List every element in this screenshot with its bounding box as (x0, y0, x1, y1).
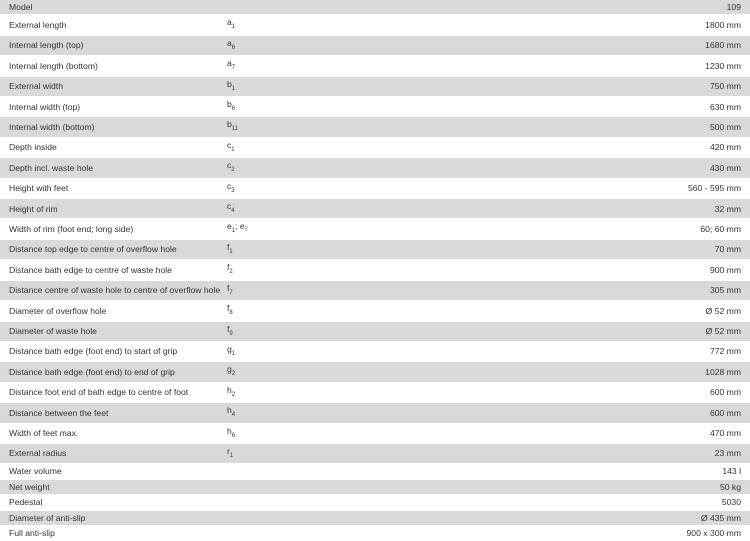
spec-symbol (227, 178, 527, 198)
spec-value: 1028 mm (527, 362, 750, 382)
spec-value: 109 (527, 0, 750, 15)
table-row (0, 479, 750, 494)
table-row (0, 423, 750, 443)
spec-symbol-subscript: 2 (231, 371, 236, 378)
spec-symbol-letter: h (227, 384, 232, 395)
spec-symbol-subscript: 1 (229, 452, 234, 459)
spec-label: Distance bath edge (foot end) to end of grip (0, 362, 227, 382)
spec-symbol-subscript: 8 (229, 310, 233, 317)
spec-symbol (227, 239, 527, 259)
spec-label: Net weight (0, 479, 227, 494)
spec-label: Model (0, 0, 227, 15)
spec-symbol-letter: a (227, 58, 232, 69)
spec-value: 470 mm (527, 423, 750, 443)
spec-value: 900 mm (527, 260, 750, 280)
spec-label: Pedestal (0, 495, 227, 510)
spec-symbol-subscript: 6 (231, 106, 236, 113)
spec-symbol-letter: a (227, 37, 232, 48)
table-row (0, 362, 750, 382)
spec-symbol-subscript: 1 (231, 85, 236, 92)
spec-value: 750 mm (527, 76, 750, 96)
spec-symbol-subscript: 1 (231, 228, 236, 235)
spec-symbol-subscript: 4 (231, 208, 235, 215)
spec-label: Height with feet (0, 178, 227, 198)
table-row (0, 280, 750, 300)
spec-label: Distance top edge to centre of overflow hole (0, 239, 227, 259)
spec-symbol (227, 199, 527, 219)
table-row (0, 403, 750, 423)
spec-symbol (227, 35, 527, 55)
spec-symbol-subscript: 2 (231, 167, 235, 174)
spec-label: External length (0, 15, 227, 35)
spec-value: 430 mm (527, 158, 750, 178)
table-row (0, 510, 750, 525)
table-row (0, 15, 750, 35)
table-row (0, 158, 750, 178)
table-row (0, 525, 750, 540)
spec-symbol-subscript: 3 (231, 187, 235, 194)
spec-symbol-subscript: 1 (231, 350, 236, 357)
spec-value: 772 mm (527, 341, 750, 361)
spec-symbol (227, 219, 527, 239)
table-row (0, 137, 750, 157)
spec-symbol (227, 341, 527, 361)
spec-label: Internal length (top) (0, 35, 227, 55)
spec-symbol-letter: f (227, 262, 230, 273)
table-row (0, 239, 750, 259)
spec-value: 560 - 595 mm (527, 178, 750, 198)
spec-symbol (227, 362, 527, 382)
table-row (0, 76, 750, 96)
spec-symbol-subscript: 1 (231, 146, 235, 153)
spec-value: Ø 52 mm (527, 301, 750, 321)
spec-value: 1680 mm (527, 35, 750, 55)
spec-value: 23 mm (527, 443, 750, 463)
spec-value: 70 mm (527, 239, 750, 259)
spec-label: Distance bath edge to centre of waste hole (0, 260, 227, 280)
table-row (0, 35, 750, 55)
spec-label: Width of rim (foot end; long side) (0, 219, 227, 239)
spec-symbol (227, 0, 527, 15)
spec-value: 305 mm (527, 280, 750, 300)
table-row (0, 341, 750, 361)
spec-symbol-subscript: 7 (231, 65, 236, 72)
spec-symbol (227, 280, 527, 300)
spec-value: 900 x 300 mm (527, 525, 750, 540)
spec-symbol-subscript: 6 (231, 432, 236, 439)
table-row (0, 219, 750, 239)
spec-symbol-letter: f (227, 303, 230, 314)
spec-label: Diameter of overflow hole (0, 301, 227, 321)
spec-symbol-subscript: 6 (231, 44, 236, 51)
spec-label: Diameter of anti-slip (0, 510, 227, 525)
spec-symbol (227, 321, 527, 341)
spec-symbol-letter: e (227, 221, 232, 232)
spec-symbol (227, 479, 527, 494)
spec-symbol (227, 76, 527, 96)
spec-symbol-letter: f (227, 323, 230, 334)
table-row (0, 301, 750, 321)
table-row (0, 382, 750, 402)
spec-label: Internal width (bottom) (0, 117, 227, 137)
spec-label: Distance foot end of bath edge to centre of foot (0, 382, 227, 402)
spec-symbol-letter: f (227, 282, 230, 293)
spec-symbol (227, 97, 527, 117)
spec-value: Ø 52 mm (527, 321, 750, 341)
table-row (0, 495, 750, 510)
spec-symbol (227, 403, 527, 423)
spec-value: 1230 mm (527, 56, 750, 76)
spec-value: 143 l (527, 464, 750, 479)
spec-symbol-letter: c (227, 201, 232, 212)
spec-symbol-letter: g (227, 343, 232, 354)
table-row (0, 464, 750, 479)
spec-label: Internal length (bottom) (0, 56, 227, 76)
spec-label: External radius (0, 443, 227, 463)
spec-symbol (227, 56, 527, 76)
table-row (0, 117, 750, 137)
spec-symbol-subscript: 1 (229, 248, 233, 255)
spec-value: 420 mm (527, 137, 750, 157)
spec-symbol-subscript: 2 (229, 269, 233, 276)
spec-symbol-letter: c (227, 180, 232, 191)
table-row (0, 199, 750, 219)
spec-symbol (227, 525, 527, 540)
spec-symbol-letter: a (227, 17, 232, 28)
spec-symbol (227, 301, 527, 321)
spec-symbol-subscript: 4 (231, 412, 236, 419)
spec-label: Distance between the feet (0, 403, 227, 423)
table-row (0, 0, 750, 15)
spec-value: 32 mm (527, 199, 750, 219)
spec-symbol-subscript: 7 (229, 289, 233, 296)
spec-symbol-letter: h (227, 425, 232, 436)
spec-symbol-subscript: 11 (231, 126, 239, 133)
spec-value: 600 mm (527, 403, 750, 423)
table-row (0, 321, 750, 341)
spec-symbol (227, 423, 527, 443)
spec-symbol-letter: b (227, 119, 232, 130)
spec-symbol-letter: f (227, 241, 230, 252)
spec-symbol-extra: ; e₂ (235, 221, 249, 232)
spec-symbol (227, 158, 527, 178)
spec-label: Height of rim (0, 199, 227, 219)
spec-symbol (227, 443, 527, 463)
spec-symbol-letter: b (227, 78, 232, 89)
spec-value: 5030 (527, 495, 750, 510)
spec-label: Width of feet max. (0, 423, 227, 443)
spec-symbol (227, 382, 527, 402)
spec-symbol-letter: b (227, 99, 232, 110)
table-row (0, 260, 750, 280)
spec-value: 630 mm (527, 97, 750, 117)
spec-symbol-letter: g (227, 364, 232, 375)
spec-symbol-letter: h (227, 405, 232, 416)
spec-symbol-subscript: 9 (229, 330, 233, 337)
spec-label: Distance centre of waste hole to centre of overflow hole (0, 280, 227, 300)
spec-label: Full anti-slip (0, 525, 227, 540)
spec-symbol (227, 137, 527, 157)
spec-symbol (227, 464, 527, 479)
spec-label: Diameter of waste hole (0, 321, 227, 341)
spec-symbol (227, 260, 527, 280)
spec-value: Ø 435 mm (527, 510, 750, 525)
spec-label: Depth incl. waste hole (0, 158, 227, 178)
spec-label: Depth inside (0, 137, 227, 157)
spec-symbol-subscript: 2 (231, 391, 236, 398)
spec-symbol-letter: c (227, 139, 232, 150)
table-row (0, 56, 750, 76)
spec-symbol-subscript: 1 (231, 24, 236, 31)
spec-symbol (227, 117, 527, 137)
spec-value: 600 mm (527, 382, 750, 402)
spec-symbol (227, 15, 527, 35)
spec-value: 1800 mm (527, 15, 750, 35)
table-row (0, 178, 750, 198)
spec-label: Water volume (0, 464, 227, 479)
spec-label: Internal width (top) (0, 97, 227, 117)
spec-value: 50 kg (527, 479, 750, 494)
spec-symbol (227, 495, 527, 510)
spec-label: External width (0, 76, 227, 96)
spec-symbol (227, 510, 527, 525)
spec-symbol-letter: r (227, 445, 230, 456)
spec-symbol-letter: c (227, 160, 232, 171)
spec-value: 500 mm (527, 117, 750, 137)
table-row (0, 443, 750, 463)
table-row (0, 97, 750, 117)
spec-label: Distance bath edge (foot end) to start of grip (0, 341, 227, 361)
spec-value: 60; 60 mm (527, 219, 750, 239)
